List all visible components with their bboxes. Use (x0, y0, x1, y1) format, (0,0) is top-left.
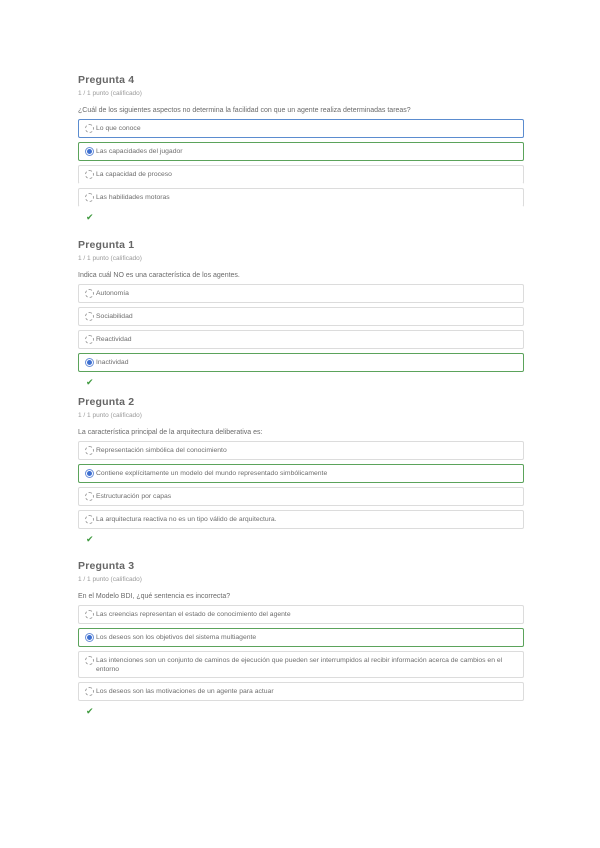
radio-button[interactable] (85, 610, 94, 619)
answer-option[interactable] (78, 353, 524, 372)
answer-label: Las habilidades motoras (96, 194, 170, 201)
answer-label: Inactividad (96, 359, 129, 366)
answer-option[interactable] (78, 441, 524, 460)
radio-button[interactable] (85, 335, 94, 344)
answer-label: Las intenciones son un conjunto de caminos de ejecución que pueden ser interrumpidos al recibir información acerca de cambios en el entorno (96, 657, 503, 673)
answer-label: Los deseos son los objetivos del sistema multiagente (96, 634, 257, 641)
radio-button[interactable] (85, 170, 94, 179)
radio-button[interactable] (85, 446, 94, 455)
answer-option[interactable] (78, 682, 524, 701)
radio-button[interactable] (85, 289, 94, 298)
radio-button[interactable] (85, 124, 94, 133)
radio-button[interactable] (85, 515, 94, 524)
answer-option[interactable] (78, 330, 524, 349)
answer-option[interactable] (78, 605, 524, 624)
question-points: 1 / 1 punto (calificado) (78, 412, 142, 419)
radio-button[interactable] (85, 147, 94, 156)
question-points: 1 / 1 punto (calificado) (78, 90, 142, 97)
answer-label: Autonomía (96, 290, 129, 297)
question-block (78, 395, 524, 545)
question-block (78, 73, 524, 223)
answer-option[interactable] (78, 188, 524, 207)
radio-button[interactable] (85, 633, 94, 642)
question-title: Pregunta 2 (78, 396, 135, 408)
answer-label: Los deseos son las motivaciones de un agente para actuar (96, 688, 274, 695)
radio-button[interactable] (85, 492, 94, 501)
answer-label: Las creencias representan el estado de conocimiento del agente (96, 611, 291, 618)
answer-list (78, 441, 524, 529)
radio-button[interactable] (85, 358, 94, 367)
question-points: 1 / 1 punto (calificado) (78, 576, 142, 583)
answer-option[interactable] (78, 487, 524, 506)
answer-label: Contiene explícitamente un modelo del mundo representado simbólicamente (96, 470, 328, 477)
question-title: Pregunta 4 (78, 74, 135, 86)
radio-button[interactable] (85, 687, 94, 696)
correct-check-icon: ✔ (86, 706, 94, 716)
question-block (78, 559, 524, 717)
answer-option[interactable] (78, 142, 524, 161)
answer-label: Sociabilidad (96, 313, 133, 320)
answer-label: Estructuración por capas (96, 493, 172, 500)
answer-label: La arquitectura reactiva no es un tipo válido de arquitectura. (96, 516, 277, 523)
question-block (78, 238, 524, 388)
answer-option[interactable] (78, 651, 524, 678)
correct-check-icon: ✔ (86, 534, 94, 544)
answer-list (78, 605, 524, 701)
radio-button[interactable] (85, 193, 94, 202)
answer-option[interactable] (78, 307, 524, 326)
radio-button[interactable] (85, 312, 94, 321)
answer-label: Las capacidades del jugador (96, 148, 183, 155)
question-text: Indica cuál NO es una característica de los agentes. (78, 272, 240, 279)
question-points: 1 / 1 punto (calificado) (78, 255, 142, 262)
question-text: La característica principal de la arquitectura deliberativa es: (78, 429, 263, 436)
answer-option[interactable] (78, 628, 524, 647)
answer-list (78, 119, 524, 207)
radio-button[interactable] (85, 656, 94, 665)
question-title: Pregunta 1 (78, 239, 135, 251)
answer-option[interactable] (78, 464, 524, 483)
correct-check-icon: ✔ (86, 377, 94, 387)
answer-label: La capacidad de proceso (96, 171, 172, 178)
answer-option[interactable] (78, 165, 524, 184)
answer-option[interactable] (78, 284, 524, 303)
radio-button[interactable] (85, 469, 94, 478)
question-text: En el Modelo BDI, ¿qué sentencia es incorrecta? (78, 593, 231, 600)
answer-label: Representación simbólica del conocimiento (96, 447, 227, 454)
answer-label: Reactividad (96, 336, 132, 343)
answer-list (78, 284, 524, 372)
answer-option[interactable] (78, 510, 524, 529)
question-text: ¿Cuál de los siguientes aspectos no determina la facilidad con que un agente realiza determinadas tareas? (78, 107, 411, 114)
correct-check-icon: ✔ (86, 212, 94, 222)
answer-option[interactable] (78, 119, 524, 138)
question-title: Pregunta 3 (78, 560, 135, 572)
answer-label: Lo que conoce (96, 125, 141, 132)
